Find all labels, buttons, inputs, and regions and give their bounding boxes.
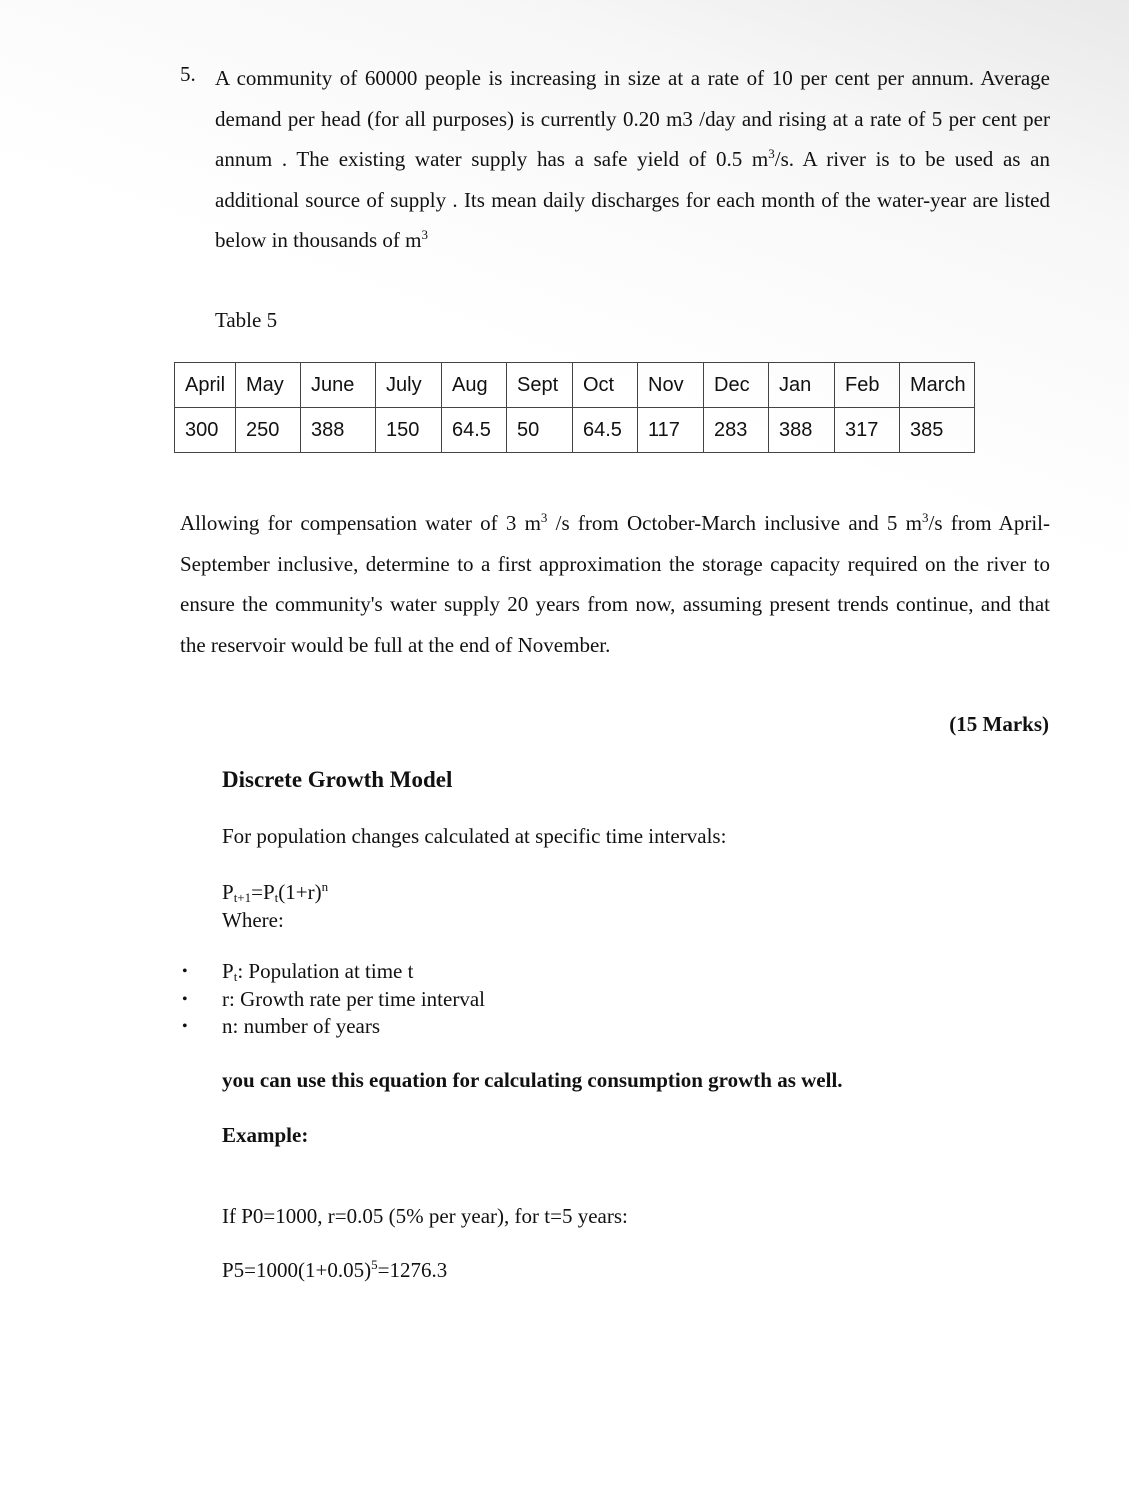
list-item xyxy=(0,958,485,986)
bullet-icon: • xyxy=(182,990,188,1008)
formula-symbol: (1+r) xyxy=(278,880,322,904)
header-cell: Dec xyxy=(704,363,769,408)
usage-note: you can use this equation for calculating consumption growth as well. xyxy=(222,1068,843,1092)
where-label: Where: xyxy=(222,908,284,932)
header-cell: Feb xyxy=(835,363,900,408)
table-header-row xyxy=(175,363,975,408)
table-values-row xyxy=(175,408,975,453)
formula-subscript: t+1 xyxy=(233,890,252,905)
definition-text: : Population at time t xyxy=(237,959,414,983)
definition-subscript: t xyxy=(233,969,238,984)
superscript-3: 3 xyxy=(540,510,548,525)
value-cell: 388 xyxy=(769,408,835,453)
para2-text-1: Allowing for compensation water of 3 m xyxy=(180,511,541,535)
value-cell: 250 xyxy=(236,408,301,453)
definition-symbol: P xyxy=(222,959,234,983)
question-text-2: /s. A river is to be used as an additional source of supply . Its mean daily discharges for each month of the water-year are listed below in thousands of m xyxy=(215,147,1050,252)
value-cell: 388 xyxy=(301,408,376,453)
value-cell: 317 xyxy=(835,408,900,453)
question-number: 5. xyxy=(180,62,196,86)
discharge-table xyxy=(174,362,975,453)
value-cell: 117 xyxy=(638,408,704,453)
formula-line xyxy=(222,878,328,906)
intro-text: For population changes calculated at specific time intervals: xyxy=(222,824,727,848)
definition-text: : Growth rate per time interval xyxy=(229,986,485,1011)
example-result-text: P5=1000(1+0.05) xyxy=(222,1258,372,1282)
header-cell: Sept xyxy=(507,363,573,408)
formula-symbol: =P xyxy=(251,880,275,904)
header-cell: Aug xyxy=(442,363,507,408)
header-cell: July xyxy=(376,363,442,408)
example-result-value: =1276.3 xyxy=(377,1258,448,1282)
header-cell: June xyxy=(301,363,376,408)
value-cell: 283 xyxy=(704,408,769,453)
formula-superscript: n xyxy=(321,879,329,894)
header-cell: March xyxy=(900,363,975,408)
table-caption: Table 5 xyxy=(215,308,278,332)
definition-text: : number of years xyxy=(232,1014,381,1038)
superscript-3: 3 xyxy=(768,146,775,161)
definition-list xyxy=(0,958,485,1041)
example-result xyxy=(222,1258,447,1283)
value-cell: 150 xyxy=(376,408,442,453)
example-line: If P0=1000, r=0.05 (5% per year), for t=5 years: xyxy=(222,1204,628,1228)
example-label: Example: xyxy=(222,1123,309,1147)
compensation-paragraph xyxy=(180,503,1050,665)
formula-subscript: t xyxy=(274,890,279,905)
value-cell: 50 xyxy=(507,408,573,453)
bullet-icon: • xyxy=(182,963,188,980)
header-cell: April xyxy=(175,363,236,408)
example-superscript: 5 xyxy=(371,1257,378,1272)
superscript-3: 3 xyxy=(922,510,929,525)
para2-text-2: /s from October-March inclusive and 5 m xyxy=(547,511,922,535)
superscript-3: 3 xyxy=(421,227,428,242)
question-paragraph xyxy=(215,58,1050,261)
marks-label: (15 Marks) xyxy=(949,712,1049,736)
list-item xyxy=(0,986,485,1014)
header-cell: Nov xyxy=(638,363,704,408)
formula-symbol: P xyxy=(222,880,234,904)
growth-formula xyxy=(222,878,328,934)
value-cell: 64.5 xyxy=(573,408,638,453)
definition-symbol: r xyxy=(222,986,229,1011)
value-cell: 300 xyxy=(175,408,236,453)
section-heading: Discrete Growth Model xyxy=(222,767,453,792)
para2-text-3: /s from April-September inclusive, determine to a first approximation the storage capacity required on the river to ensure the community's water supply 20 years from now, assuming present trends continue, and that the reservoir would be full at the end of November. xyxy=(180,511,1050,657)
value-cell: 64.5 xyxy=(442,408,507,453)
header-cell: Jan xyxy=(769,363,835,408)
header-cell: Oct xyxy=(573,363,638,408)
value-cell: 385 xyxy=(900,408,975,453)
header-cell: May xyxy=(236,363,301,408)
bullet-icon: • xyxy=(182,1018,188,1035)
list-item xyxy=(0,1013,485,1041)
definition-symbol: n xyxy=(222,1014,233,1038)
question-text-1: A community of 60000 people is increasing in size at a rate of 10 per cent per annum. Average demand per head (for all purposes) is currently 0.20 m3 /day and rising at a rate of 5 per cent per annum . The existing water supply has a safe yield of 0.5 m xyxy=(215,66,1050,171)
